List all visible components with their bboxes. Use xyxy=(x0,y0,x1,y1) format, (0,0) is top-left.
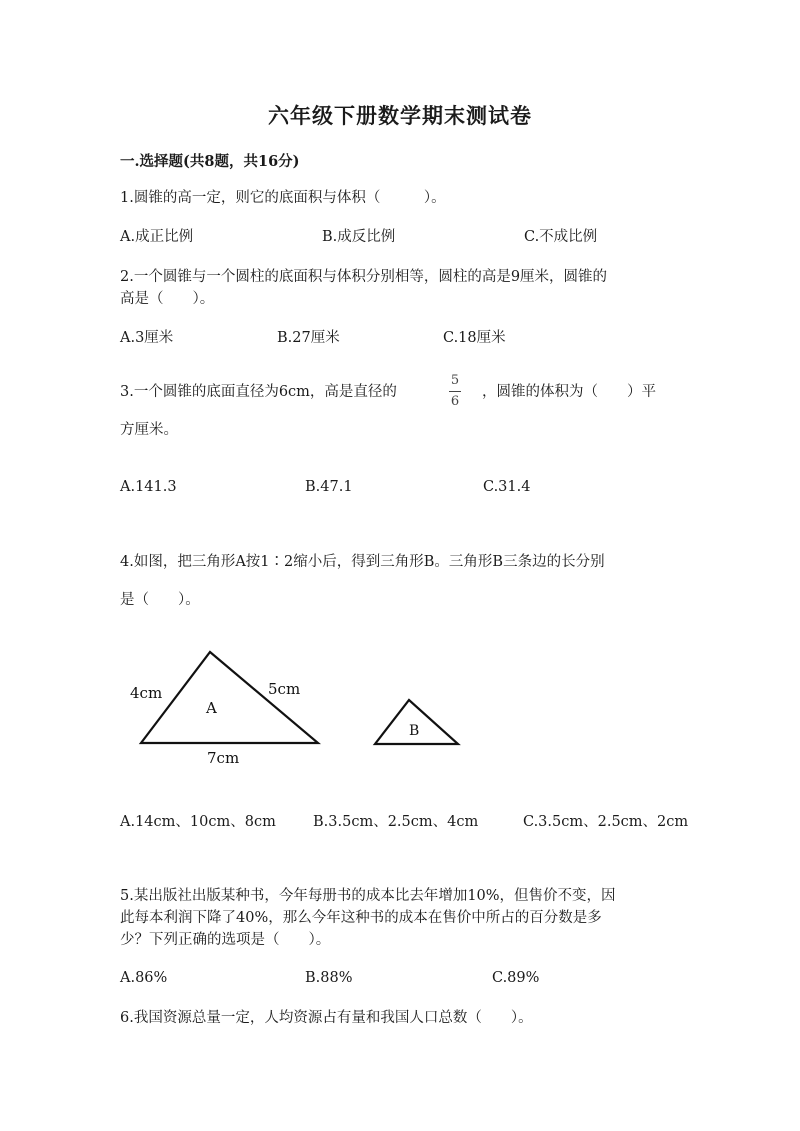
triangle-a-right-side-label: 5cm xyxy=(268,680,301,698)
question-2-text-line2: 高是（ ）。 xyxy=(120,291,215,307)
question-1-option-a: A.成正比例 xyxy=(120,229,194,245)
question-2-option-b: B.27厘米 xyxy=(277,330,340,346)
question-2-option-c: C.18厘米 xyxy=(443,330,506,346)
question-3-option-b: B.47.1 xyxy=(305,479,353,495)
question-3-text-part2: ，圆锥的体积为（ ）平 xyxy=(482,384,656,400)
question-3-option-c: C.31.4 xyxy=(483,479,531,495)
triangle-b-label: B xyxy=(409,723,420,739)
question-4-text-line2: 是（ ）。 xyxy=(120,592,200,608)
fraction-denominator: 6 xyxy=(450,394,460,409)
question-2-option-a: A.3厘米 xyxy=(120,330,174,346)
question-5-text-line3: 少？下列正确的选项是（ ）。 xyxy=(120,932,331,948)
triangle-a-left-side-label: 4cm xyxy=(130,684,163,702)
question-5-text-line2: 此每本利润下降了40%，那么今年这种书的成本在售价中所占的百分数是多 xyxy=(120,910,602,926)
question-4-text-line1: 4.如图，把三角形A按1∶2缩小后，得到三角形B。三角形B三条边的长分别 xyxy=(120,554,605,570)
question-5-option-b: B.88% xyxy=(305,970,353,986)
question-1-option-b: B.成反比例 xyxy=(322,229,396,245)
question-3-text-line2: 方厘米。 xyxy=(120,422,178,438)
question-5-option-a: A.86% xyxy=(120,970,168,986)
question-6-text: 6.我国资源总量一定，人均资源占有量和我国人口总数（ ）。 xyxy=(120,1010,533,1026)
triangle-a-label: A xyxy=(206,699,217,717)
question-4-option-c: C.3.5cm、2.5cm、2cm xyxy=(523,814,689,830)
question-1-option-c: C.不成比例 xyxy=(524,229,598,245)
section-heading: 一.选择题(共8题，共16分) xyxy=(120,153,300,170)
question-5-text-line1: 5.某出版社出版某种书，今年每册书的成本比去年增加10%，但售价不变，因 xyxy=(120,888,616,904)
question-4-option-a: A.14cm、10cm、8cm xyxy=(120,814,276,830)
question-3-text-part1: 3.一个圆锥的底面直径为6cm，高是直径的 xyxy=(120,384,397,400)
triangle-a-bottom-side-label: 7cm xyxy=(207,749,240,767)
question-2-text-line1: 2.一个圆锥与一个圆柱的底面积与体积分别相等，圆柱的高是9厘米，圆锥的 xyxy=(120,269,608,285)
fraction-numerator: 5 xyxy=(450,373,460,388)
question-5-option-c: C.89% xyxy=(492,970,540,986)
question-1-text: 1.圆锥的高一定，则它的底面积与体积（ ）。 xyxy=(120,190,446,206)
question-4-option-b: B.3.5cm、2.5cm、4cm xyxy=(313,814,479,830)
page-title: 六年级下册数学期末测试卷 xyxy=(268,103,532,128)
question-3-option-a: A.141.3 xyxy=(120,479,177,495)
